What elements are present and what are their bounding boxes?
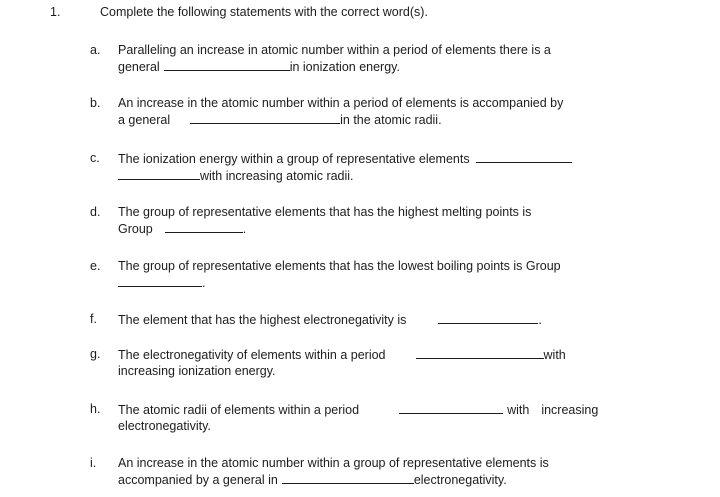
answer-blank[interactable] (118, 274, 202, 287)
answer-blank[interactable] (399, 401, 503, 414)
answer-blank[interactable] (118, 167, 200, 180)
statement-line: The group of representative elements that has the lowest boiling points is Group (118, 259, 561, 273)
answer-blank[interactable] (190, 111, 340, 124)
statement-line: The element that has the highest electronegativity is . (118, 313, 542, 327)
question-number: 1. (50, 5, 61, 19)
statement-line: Group . (118, 222, 247, 236)
statement-letter: g. (90, 347, 101, 361)
statement-letter: b. (90, 96, 101, 110)
statement-letter: c. (90, 151, 100, 165)
statement-line: The group of representative elements that has the highest melting points is (118, 205, 532, 219)
answer-blank[interactable] (282, 471, 414, 484)
statement-letter: d. (90, 205, 101, 219)
statement-line: increasing ionization energy. (118, 364, 276, 378)
statement-line: accompanied by a general in electronegativity. (118, 473, 507, 487)
statement-line: The atomic radii of elements within a period with increasing (118, 403, 599, 417)
statement-letter: a. (90, 43, 101, 57)
answer-blank[interactable] (476, 150, 572, 163)
statement-letter: i. (90, 456, 97, 470)
statement-line: Paralleling an increase in atomic number within a period of elements there is a (118, 43, 551, 57)
statement-line: with increasing atomic radii. (118, 167, 683, 184)
statement-line: An increase in the atomic number within a period of elements is accompanied by (118, 96, 564, 110)
answer-blank[interactable] (164, 58, 290, 71)
statement-line: electronegativity. (118, 419, 211, 433)
statement-line: The electronegativity of elements within a period with (118, 348, 566, 362)
statement-letter: f. (90, 312, 97, 326)
statement-line: . (118, 274, 683, 291)
statement-letter: e. (90, 259, 101, 273)
statement-letter: h. (90, 402, 101, 416)
statement-line: An increase in the atomic number within a group of representative elements is (118, 456, 549, 470)
statement-line: general in ionization energy. (118, 60, 400, 74)
answer-blank[interactable] (438, 311, 538, 324)
question-instruction: Complete the following statements with the correct word(s). (100, 5, 428, 19)
statement-line: The ionization energy within a group of representative elements (118, 150, 683, 167)
statement-line: a general in the atomic radii. (118, 113, 442, 127)
answer-blank[interactable] (165, 220, 243, 233)
answer-blank[interactable] (416, 346, 544, 359)
